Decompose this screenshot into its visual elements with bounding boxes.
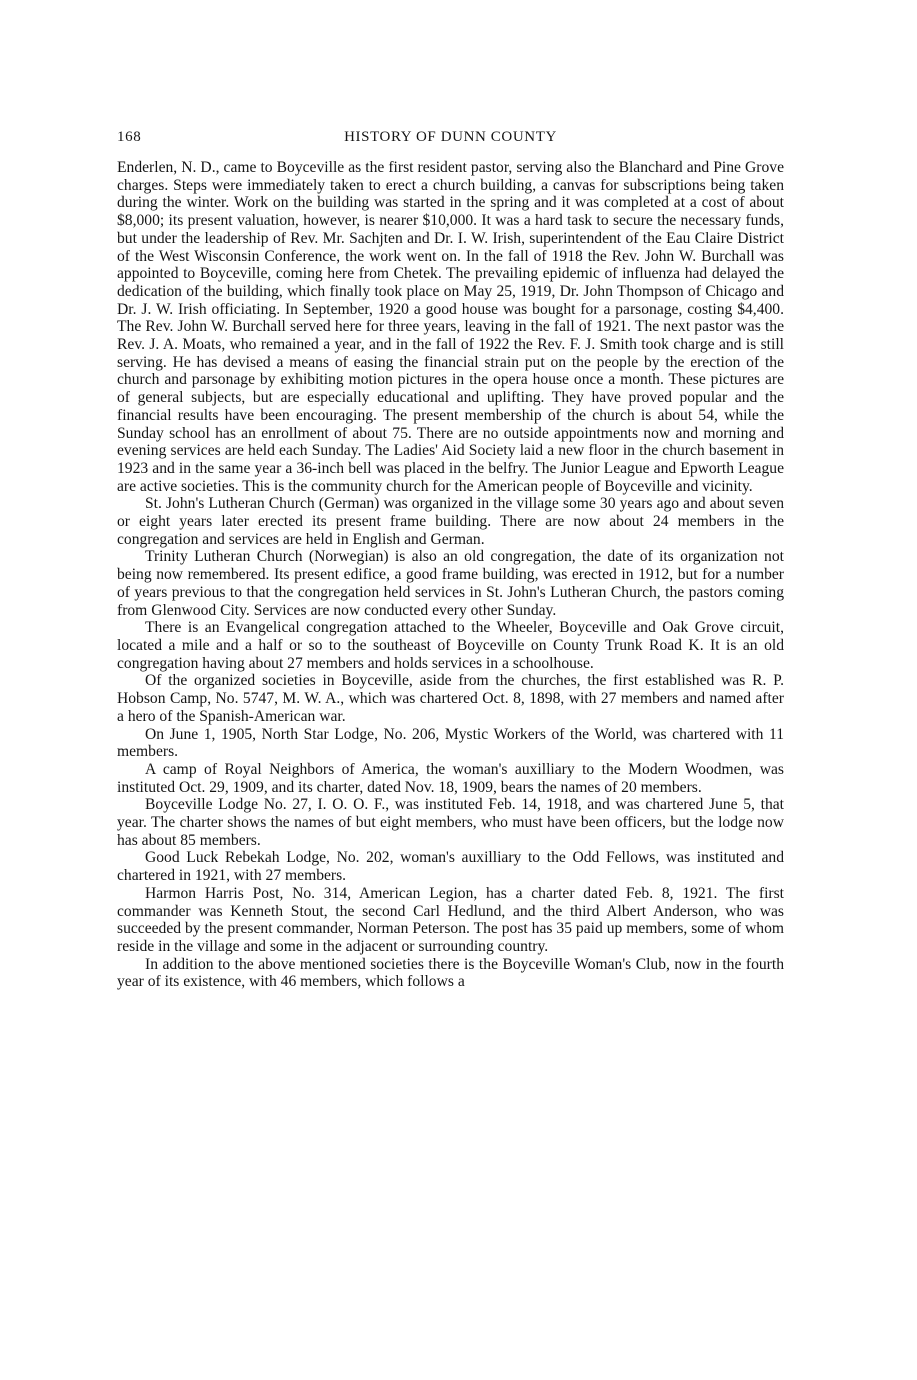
body-text <box>117 159 784 991</box>
running-head <box>117 129 784 151</box>
running-title: HISTORY OF DUNN COUNTY <box>344 129 557 145</box>
paragraph-trinity-lutheran: Trinity Lutheran Church (Norwegian) is also an old congregation, the date of its organization not being now remembered. Its present edifice, a good frame building, was erected in 1912, but for a number of years previous to that the congregation held services in St. John's Lutheran Church, the pastors coming from Glenwood City. Services are now conducted every other Sunday. <box>117 548 784 619</box>
page-number: 168 <box>117 129 142 145</box>
paragraph-st-johns-lutheran: St. John's Lutheran Church (German) was organized in the village some 30 years ago and about seven or eight years later erected its present frame building. There are now about 24 members in the congregation and services are held in English and German. <box>117 495 784 548</box>
paragraph-evangelical-congregation: There is an Evangelical congregation attached to the Wheeler, Boyceville and Oak Grove circuit, located a mile and a half or so to the southeast of Boyceville on County Trunk Road K. It is an old congregation having about 27 members and holds services in a schoolhouse. <box>117 619 784 672</box>
paragraph-womans-club: In addition to the above mentioned societies there is the Boyceville Woman's Club, now in the fourth year of its existence, with 46 members, which follows a <box>117 955 784 991</box>
book-page <box>117 129 784 991</box>
paragraph-royal-neighbors: A camp of Royal Neighbors of America, the woman's auxilliary to the Modern Woodmen, was instituted Oct. 29, 1909, and its charter, dated Nov. 18, 1909, bears the names of 20 members. <box>117 760 784 796</box>
paragraph-rebekah-lodge: Good Luck Rebekah Lodge, No. 202, woman's auxilliary to the Odd Fellows, was instituted and chartered in 1921, with 27 members. <box>117 849 784 885</box>
paragraph-continued-methodist-church: Enderlen, N. D., came to Boyceville as the first resident pastor, serving also the Blanchard and Pine Grove charges. Steps were immediately taken to erect a church building, a canvas for subscriptions being taken during the winter. Work on the building was started in the spring and it was completed at a cost of about $8,000; its present valuation, however, is nearer $10,000. It was a hard task to secure the necessary funds, but under the leadership of Rev. Mr. Sachjten and Dr. I. W. Irish, superintendent of the Eau Claire District of the West Wisconsin Conference, the work went on. In the fall of 1918 the Rev. John W. Burchall was appointed to Boyceville, coming here from Chetek. The prevailing epidemic of influenza had delayed the dedication of the building, which finally took place on May 25, 1919, Dr. John Thompson of Chicago and Dr. J. W. Irish officiating. In September, 1920 a good house was bought for a parsonage, costing $4,400. The Rev. John W. Burchall served here for three years, leaving in the fall of 1921. The next pastor was the Rev. J. A. Moats, who remained a year, and in the fall of 1922 the Rev. F. J. Smith took charge and is still serving. He has devised a means of easing the financial strain put on the people by the erection of the church and parsonage by exhibiting motion pictures in the opera house once a month. These pictures are of general subjects, but are especially educational and uplifting. They have proved popular and the financial results have been encouraging. The present membership of the church is about 54, while the Sunday school has an enrollment of about 75. There are no outside appointments now and morning and evening services are held each Sunday. The Ladies' Aid Society laid a new floor in the church basement in 1923 and in the same year a 36-inch bell was placed in the belfry. The Junior League and Epworth League are active societies. This is the community church for the American people of Boyceville and vicinity. <box>117 159 784 495</box>
paragraph-american-legion: Harmon Harris Post, No. 314, American Legion, has a charter dated Feb. 8, 1921. The first commander was Kenneth Stout, the second Carl Hedlund, and the third Albert Anderson, who was succeeded by the present commander, Norman Peterson. The post has 35 paid up members, some of whom reside in the village and some in the adjacent or surrounding country. <box>117 884 784 955</box>
paragraph-boyceville-lodge: Boyceville Lodge No. 27, I. O. O. F., was instituted Feb. 14, 1918, and was chartered June 5, that year. The charter shows the names of but eight members, who must have been officers, but the lodge now has about 85 members. <box>117 796 784 849</box>
paragraph-hobson-camp: Of the organized societies in Boyceville, aside from the churches, the first established was R. P. Hobson Camp, No. 5747, M. W. A., which was chartered Oct. 8, 1898, with 27 members and named after a hero of the Spanish-American war. <box>117 672 784 725</box>
paragraph-north-star-lodge: On June 1, 1905, North Star Lodge, No. 206, Mystic Workers of the World, was chartered with 11 members. <box>117 725 784 761</box>
